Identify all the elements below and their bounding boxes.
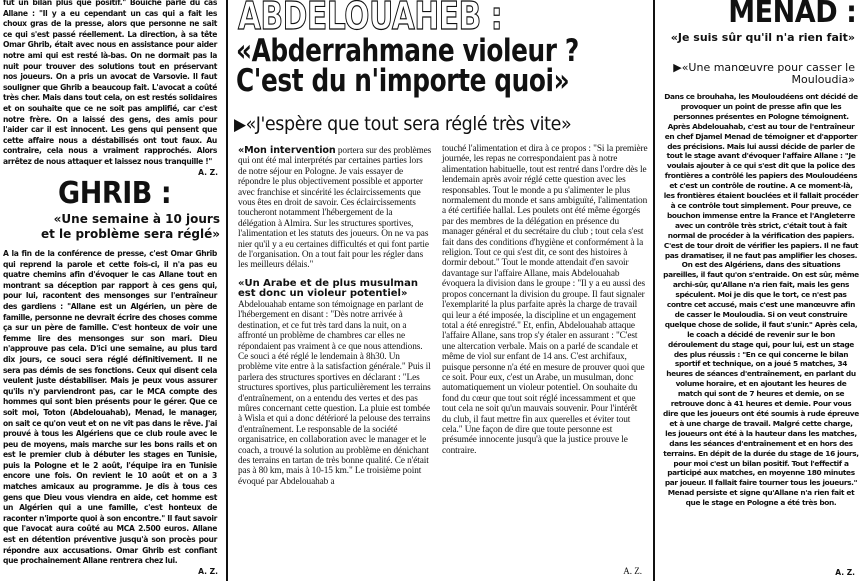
intro-lead: «Mon intervention bbox=[238, 145, 336, 156]
center-text-column-2 bbox=[442, 144, 648, 456]
quote-banner bbox=[234, 112, 617, 137]
arrow-right-icon: ▶ bbox=[673, 61, 682, 74]
arrow-right-icon: ▶ bbox=[234, 115, 246, 135]
alimentation-paragraph: touché l'alimentation et dira à ce propos : "Si la première journée, les repas ne correspondaient pas à notre alimentation habituelle, tout est rentré dans l'ordre dès le lendemain après avoir réglé cette question avec les responsables. Tout le monde a pu s'alimenter le plus normalement du monde et sans ambiguïté, l'alimentation a été certifiée hallal. Les poulets ont été même égorgés par des membres de la délégation en présence du manager général et du secrétaire du club ; tout cela s'est fait dans des conditions d'hygiène et conformément à la religion. Tout ce qui s'est dit, ce sont des histoires à dormir debout." Tout le monde attendait d'en savoir davantage sur l'affaire Allane, mais Abdelouahab évoquera la division dans le groupe : "Il y a eu aussi des propos concernant la division du groupe. Il faut signaler l'exemplarité la plus parfaite après la charge de travail qui leur a été imposée, la discipline et un engagement total a été enregistré." Et, enfin, Abdelouahab attaque l'affaire Allane, sans trop s'y étaler en assurant : "C'est une altercation verbale. Mais on a parlé de scandale et même de viol sur enfant de 14 ans. C'est archifaux, puisque personne n'a été en mesure de prouver quoi que ce soit. Pour eux, c'est un Arabe, un musulman, donc automatiquement un violeur potentiel. On souhaite du fond du cœur que tout soit réglé incessamment et que tout cela ne soit qu'un mauvais souvenir. Pour l'intérêt du club, il faut mettre fin aux querelles et éviter tout cela." Une façon de dire que toute personne est présumée innocente jusqu'à que la justice prouve le contraire. bbox=[442, 144, 648, 456]
abdelouaheb-deck bbox=[236, 33, 650, 99]
center-text-column-1 bbox=[238, 146, 432, 487]
right-column bbox=[660, 0, 861, 581]
ghrib-headline: GHRIB : bbox=[58, 176, 172, 211]
bouiche-article-text: fut un bilan plus que positif." Bouiche parle du cas Allane : "Il y a eu cependant un cas qui a fait les choux gras de la presse, alors que personne ne sait ce qui s'est passé réellement. La direction, à sa tête Omar Ghrib, était avec nous en assistance pour aider notre ami qui est resté là-bas. On ne dormait pas la nuit pour trouver des solutions tout en préservant nos joueurs. On a pris un avocat de Varsovie. Il faut souligner que Ghrib a beaucoup fait. L'avocat a coûté très cher. Mais dans tout cela, on est restés solidaires et on souhaite que ce ne soit pas amplifié, car c'est notre frère. On a laissé des gens, des amis pour l'aider car il est innocent. Les gens qui pensent que cette affaire nous a déstabilisés ont tout faux. Au contraire, cela nous a vraiment rapprochés. Alors arrêtez de nous attaquer et laissez nous tranquille !" bbox=[3, 0, 217, 166]
center-signature: A. Z. bbox=[623, 566, 642, 576]
column-rule-right bbox=[653, 0, 655, 581]
center-column bbox=[234, 0, 650, 581]
hebergement-paragraph: Abdelouahab entame son témoignage en parlant de l'hébergement en disant : "Dès notre arrivée à destination, et ce fut très tard dans la nuit, on a affronté un problème de chambres car elles ne répondaient pas vraiment à ce que nous attendions. Ce souci a été réglé le lendemain à 8h30. Un problème vite entre à la satisfaction générale." Puis il parlera des structures sportives en déclarant : "Les structures sportives, plus particulièrement les terrains d'entraînement, on a entendu des vertes et des pas mûres concernant cette question. La pluie est tombée à Wisla et qui a donc détérioré la pelouse des terrains d'entraînement. Le responsable de la société organisatrice, en collaboration avec le manager et le coach, a trouvé la solution au problème en dénichant des terrains en tartan de très bonne qualité. Ce n'était pas à 80 km, mais à 10-15 km." Le troisième point évoqué par Abdelouahab a bbox=[238, 299, 431, 487]
column-rule-left bbox=[226, 0, 228, 581]
deck-line-1: «Abderrahmane violeur ? bbox=[236, 33, 579, 69]
ghrib-subheadline: «Une semaine à 10 jours et le problème sera réglé» bbox=[40, 212, 220, 241]
menad-headline: MENAD : bbox=[728, 0, 857, 30]
right-signature: A. Z. bbox=[835, 568, 855, 577]
left-bottom-signature: A. Z. bbox=[198, 567, 218, 576]
arab-subheadline: «Un Arabe et de plus musulman est donc un violeur potentiel» bbox=[238, 277, 418, 300]
intro-body: portera sur des problèmes qui ont été mal interprétés par certaines parties lors de notre séjour en Pologne. Je vais essayer de répondre le plus objectivement possible et apporter avec franchise et sincérité les éclaircissements que vous êtes en droit de savoir. Ces éclaircissements toucheront notamment l'hébergement de la délégation à Almira. Sur les structures sportives, l'alimentation et les statuts des joueurs. On ne va pas nier qu'il y a eu certaines difficultés et qui font partie de l'organisation. On a tout fait pour les régler dans les meilleurs délais." bbox=[238, 146, 432, 271]
intro-paragraph bbox=[238, 146, 432, 271]
left-column bbox=[0, 0, 222, 581]
banner-text: «J'espère que tout sera réglé très vite» bbox=[245, 113, 572, 135]
menad-subheadline-2-text: «Une manœuvre pour casser le Mouloudia» bbox=[681, 61, 855, 86]
left-top-signature: A. Z. bbox=[198, 168, 218, 177]
ghrib-article-text: A la fin de la conférence de presse, c'est Omar Ghrib qui reprend la parole et cette fois-ci, il n'a pas eu quatre chemins afin d'évoquer le cas Allane tout en montrant sa déception par rapport à ces gens qui, pour lui, racontent des mensonges sur l'entraîneur des gardiens : "Allane est un Algérien, un père de famille, personne ne devrait écrire des choses comme ça sur un père de famille. C'est honteux de voir une femme lire des mensonges sur son mari. Dieu n'approuve pas cela. D'ici une semaine, au plus tard dix jours, ce souci sera réglé définitivement. Il ne sera pas démis de ses fonctions. Ceux qui disent cela veulent juste déstabiliser. Mais je peux vous assurer qu'ils n'y parviendront pas, car le MCA compte des hommes qui sont bien présents pour le gérer. Que ce soit moi, Toton (Abdelouahab), Menad, le manager, on sait ce qu'on veut et on ne vit pas dans le rêve. J'ai prouvé à tous les Algériens que ce club roule avec le peu de moyens, mais marche sur les bons rails et on est le premier club à débuter les stages en Tunisie, puis la Pologne et le 2 août, l'équipe ira en Tunisie encore une fois. On revient le 10 août et on a 3 matches amicaux au programme. Je dis à tous ces gens que Dieu vous viendra en aide, cet homme est un Algérien qui a une famille, c'est honteux de raconter n'importe quoi à son encontre." Il faut savoir que l'avocat aura coûté au MCA 2.500 euros. Allane est en détention préventive jusqu'à son procès pour répondre aux accusations. Omar Ghrib est confiant que prochainement Allane rentrera chez lui. bbox=[3, 249, 217, 566]
menad-subheadline: «Je suis sûr qu'il n'a rien fait» bbox=[670, 31, 855, 44]
deck-line-2: C'est du n'importe quoi» bbox=[236, 63, 570, 99]
menad-article-text: Dans ce brouhaha, les Mouloudéens ont décidé de provoquer un point de presse afin que les personnes présentes en Pologne témoignent. Après Abdelouahab, c'est au tour de l'entraîneur en chef Djamel Menad de témoigner et d'apporter des précisions. Mais lui aussi décide de parler de tout le stage avant d'évoquer l'affaire Allane : "Je voulais ajouter à ce qui s'est dit que la police des frontières a contrôlé les papiers des Mouloudéens et c'est un contrôle de routine. A ce moment-là, les frontières étaient bouclées et il fallait procéder à ce contrôle tout simplement. Pour preuve, ce bouchon immense entre la France et l'Angleterre avec un contrôle très strict, c'était tout à fait normal de procéder à la vérification des papiers. C'est de tour droit de vérifier les papiers. Il ne faut pas dramatiser, il ne faut pas amplifier les choses. On est des Algériens, dans des situations pareilles, il faut qu'on s'entraide. On est sûr, même archi-sûr, qu'Allane n'a rien fait, mais les gens spéculent. Moi je dis que le tort, ce n'est pas contre cet accusé, mais c'est une manœuvre afin de casser le Mouloudia. Si on veut construire quelque chose de solide, il faut s'unir." Après cela, le coach a décidé de revenir sur le bon déroulement du stage qui, pour lui, est un stage des plus réussis : "En ce qui concerne le bilan sportif et technique, on a joué 5 matches, 34 heures de séances d'entraînement, en parlant du volume horaire, et en ajoutant les heures de match qui sont de 7 heures et demie, on se retrouve donc à 41 heures et demie. Pour vous dire que les joueurs ont été soumis à rude épreuve et à une charge de travail. Malgré cette charge, les joueurs ont été à la hauteur dans les matches, dans les séances d'entraînement et en hors des terrains. En dépit de la durée du stage de 16 jours, pour moi c'est un bilan positif. Tout l'effectif a participé aux matches, en moyenne 180 minutes par joueur. Il fallait faire tourner tous les joueurs." Menad persiste et signe qu'Allane n'a rien fait et que le stage en Pologne a été très bon. bbox=[663, 92, 859, 508]
menad-subheadline-2 bbox=[665, 62, 855, 86]
abdelouaheb-headline: ABDELOUAHEB : bbox=[238, 0, 503, 38]
